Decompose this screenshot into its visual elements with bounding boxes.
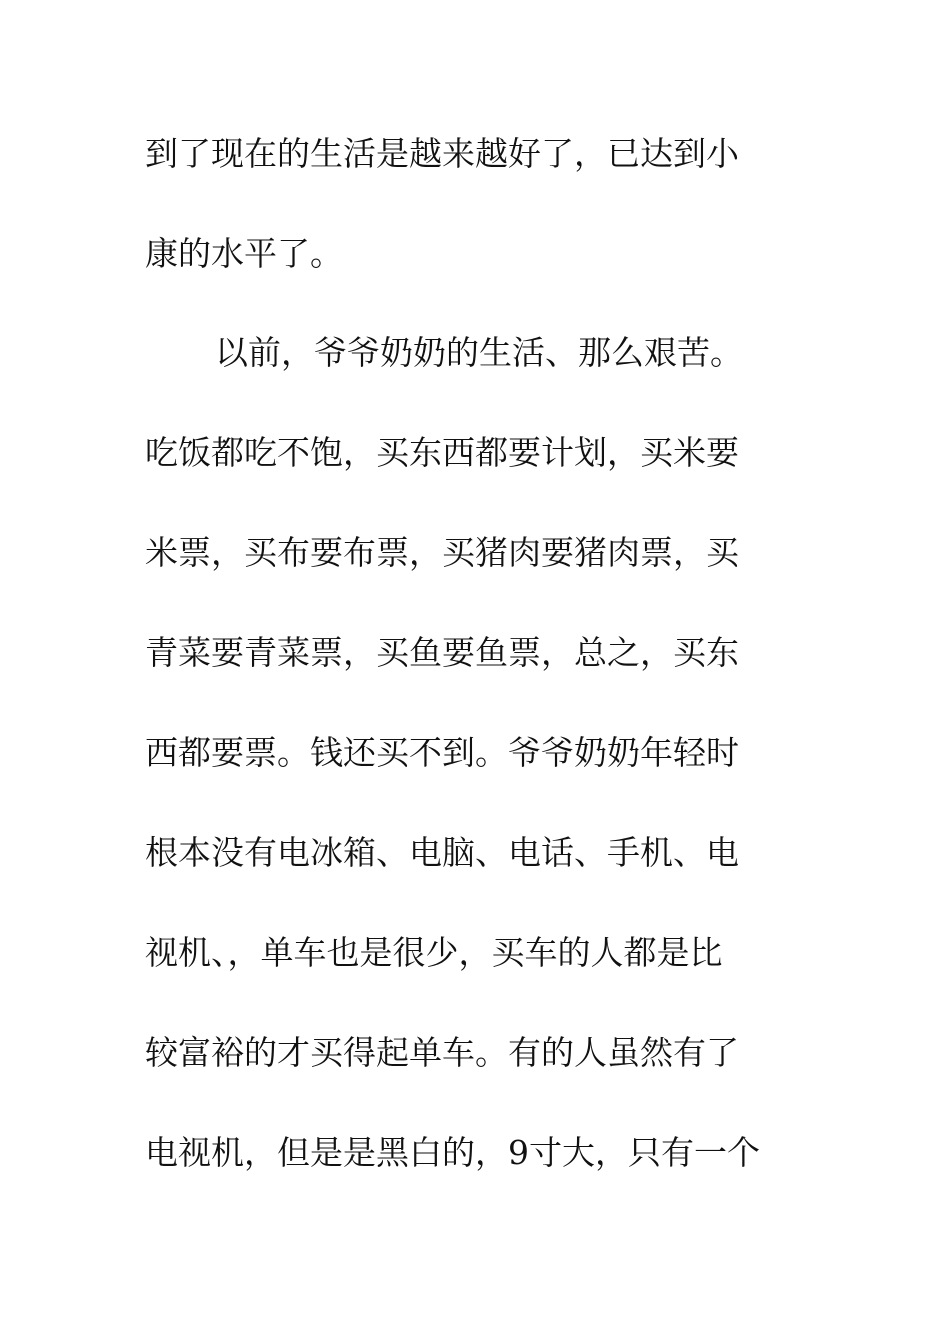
paragraph-first-line: 以前，爷爷奶奶的生活、那么艰苦。 — [215, 333, 743, 372]
text-line: 青菜要青菜票，买鱼要鱼票，总之，买东 — [145, 633, 739, 672]
text-line: 电视机，但是是黑白的，9寸大，只有一个 — [145, 1133, 760, 1172]
text-line: 米票，买布要布票，买猪肉要猪肉票，买 — [145, 533, 739, 572]
text-line: 根本没有电冰箱、电脑、电话、手机、电 — [145, 833, 739, 872]
text-line: 到了现在的生活是越来越好了，已达到小 — [145, 134, 739, 173]
text-line: 西都要票。钱还买不到。爷爷奶奶年轻时 — [145, 733, 739, 772]
text-line: 康的水平了。 — [145, 234, 343, 273]
text-line: 吃饭都吃不饱，买东西都要计划，买米要 — [145, 433, 739, 472]
text-line: 较富裕的才买得起单车。有的人虽然有了 — [145, 1033, 739, 1072]
text-line: 视机、，单车也是很少，买车的人都是比 — [145, 933, 723, 972]
